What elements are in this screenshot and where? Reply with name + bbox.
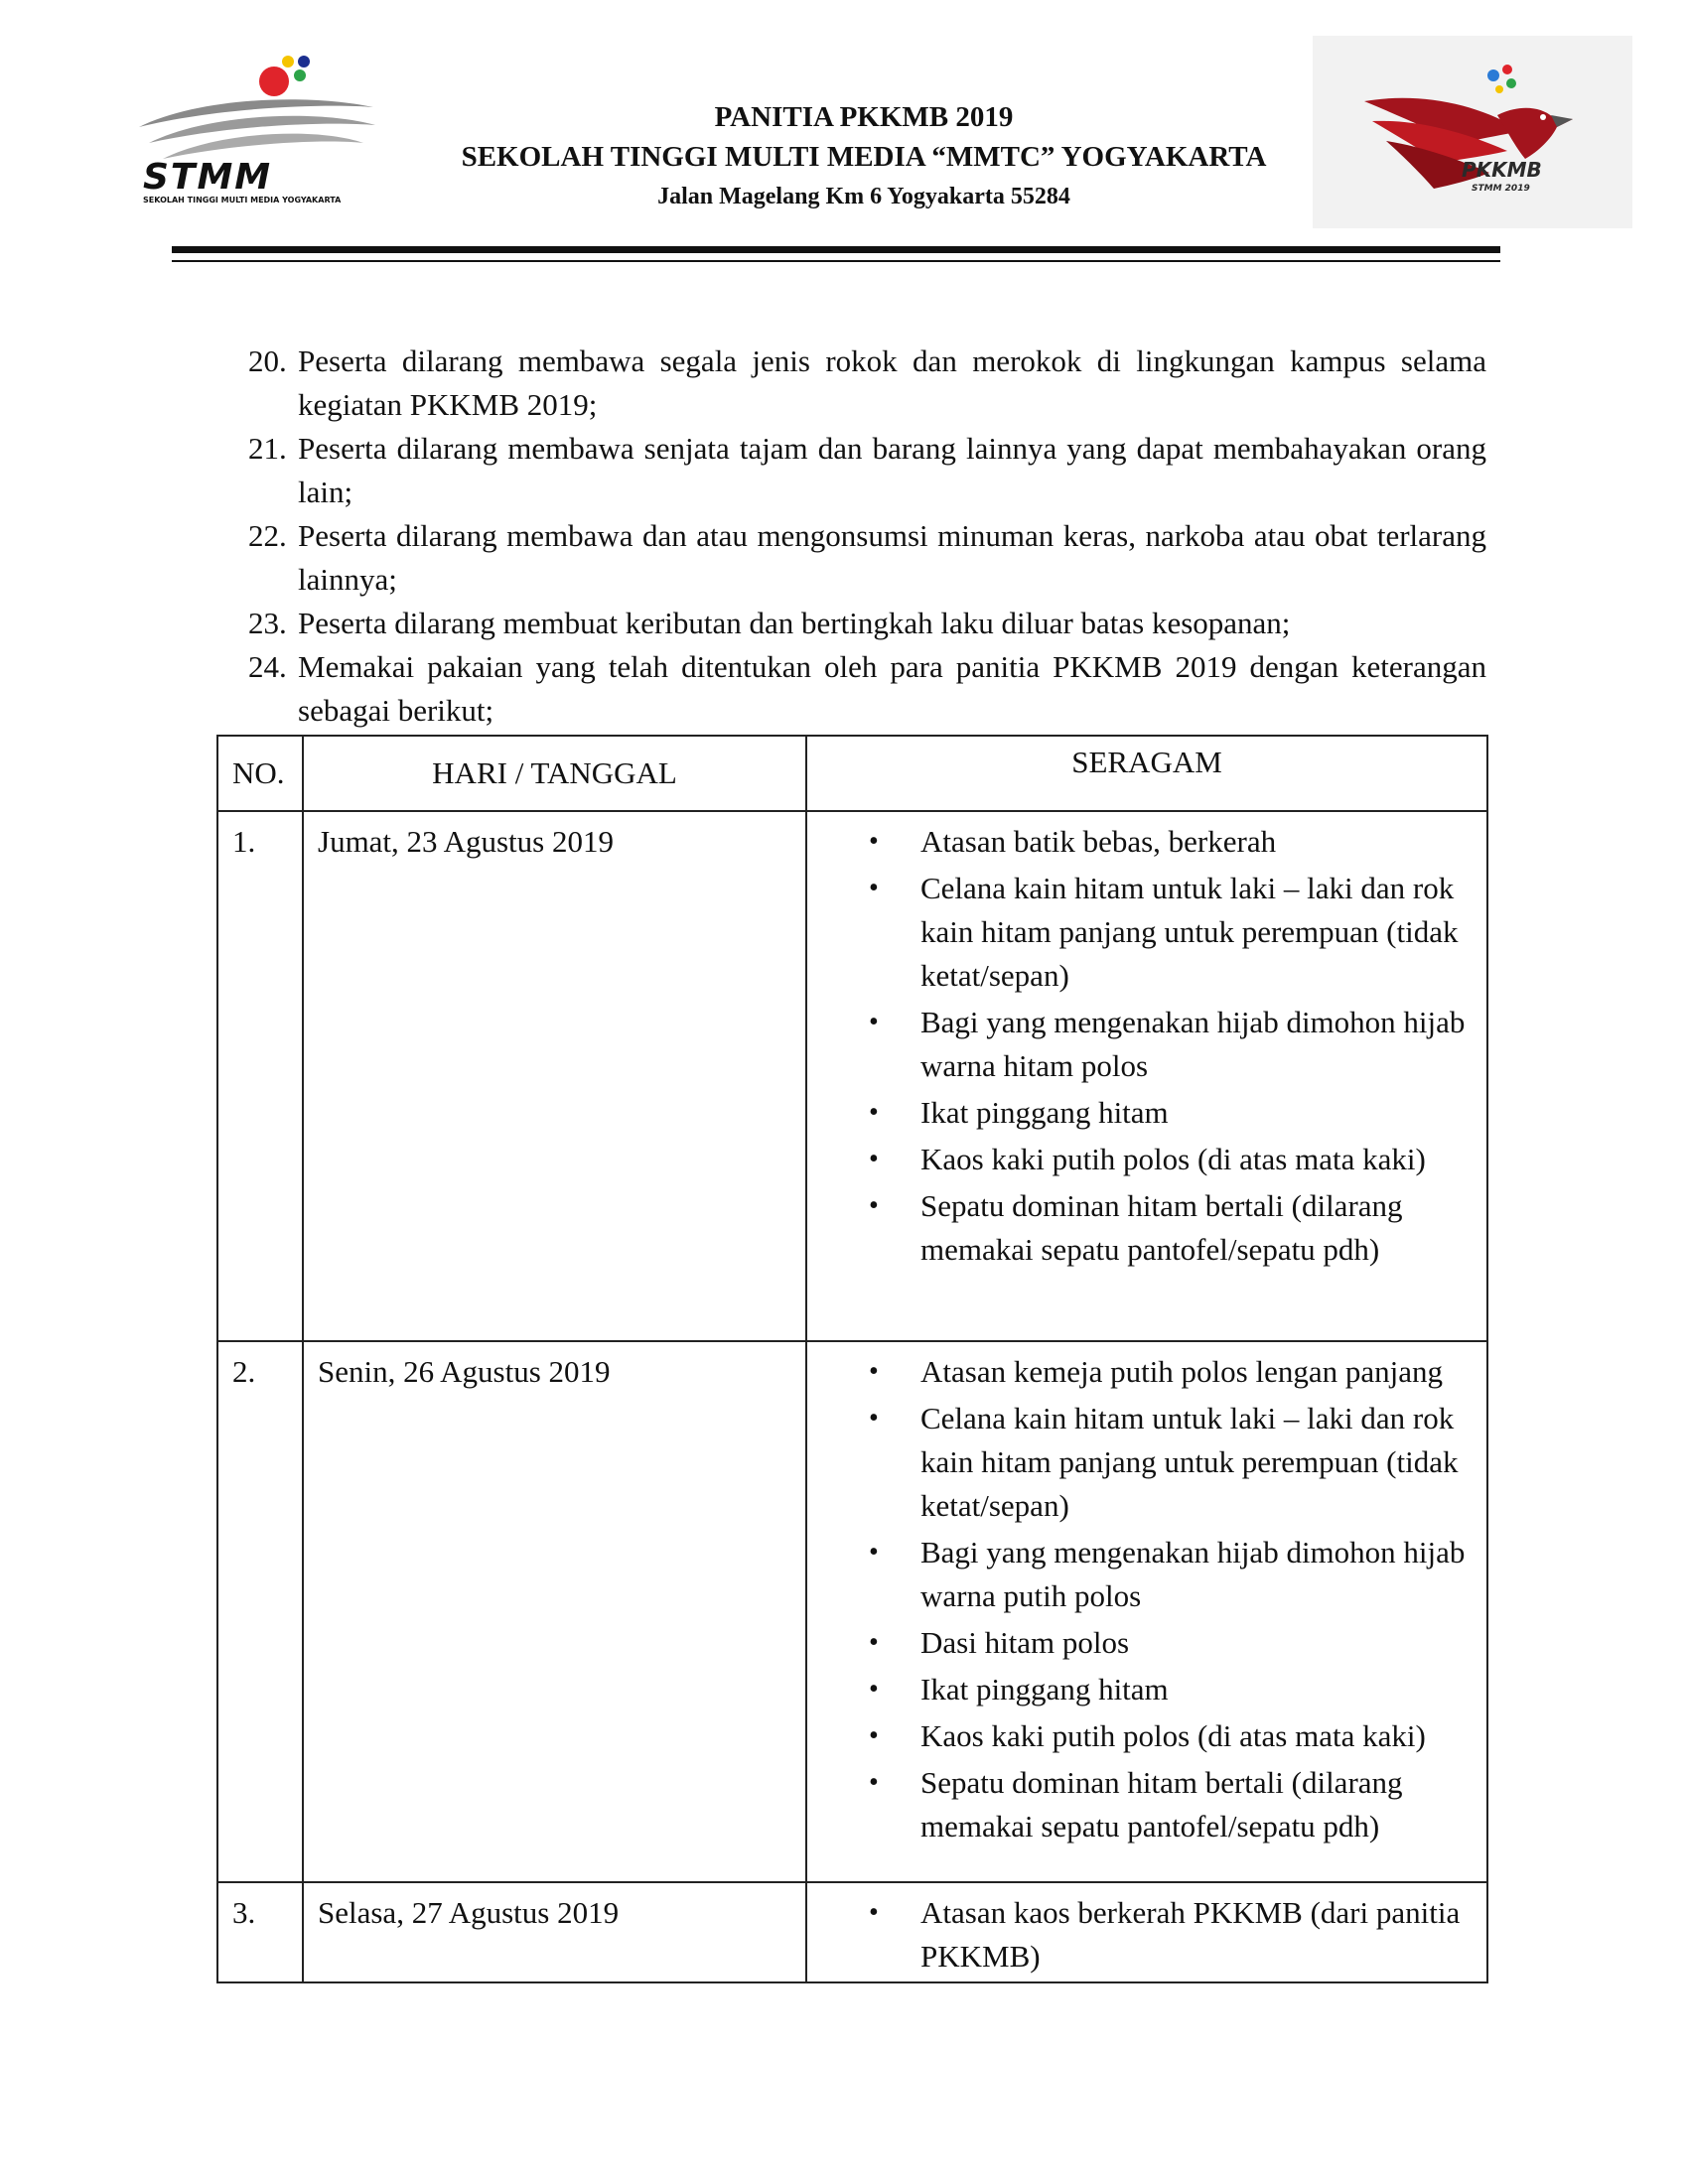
table-row <box>217 1882 1487 1982</box>
uniform-item: • Kaos kaki putih polos (di atas mata kaki) <box>807 1714 1471 1758</box>
rule-item <box>248 340 1486 427</box>
uniform-item: • Sepatu dominan hitam bertali (dilarang memakai sepatu pantofel/sepatu pdh) <box>807 1184 1471 1272</box>
rule-text: Peserta dilarang membuat keributan dan bertingkah laku diluar batas kesopanan; <box>298 606 1291 640</box>
stmm-logo <box>129 48 387 206</box>
uniform-list <box>807 820 1471 1272</box>
pkkmb-eagle-logo <box>1313 36 1632 228</box>
institution-name: SEKOLAH TINGGI MULTI MEDIA “MMTC” YOGYAKARTA <box>461 141 1267 173</box>
rule-item <box>248 514 1486 602</box>
uniform-schedule-table <box>216 735 1488 1983</box>
uniform-item: • Sepatu dominan hitam bertali (dilarang memakai sepatu pantofel/sepatu pdh) <box>807 1761 1471 1848</box>
rule-number: 20. <box>248 343 287 378</box>
rule-item <box>248 602 1486 645</box>
pkkmb-logo-frame <box>1313 36 1632 228</box>
uniform-item: • Celana kain hitam untuk laki – laki dan rok kain hitam panjang untuk perempuan (tidak ketat/sepan) <box>807 1397 1471 1528</box>
uniform-list <box>807 1350 1471 1848</box>
table-row <box>217 1341 1487 1882</box>
uniform-item: • Bagi yang mengenakan hijab dimohon hijab warna hitam polos <box>807 1001 1471 1088</box>
letterhead-rule-thin <box>172 260 1500 262</box>
institution-address: Jalan Magelang Km 6 Yogyakarta 55284 <box>657 184 1070 209</box>
uniform-item: • Atasan kaos berkerah PKKMB (dari panitia PKKMB) <box>807 1891 1471 1979</box>
row-number: 3. <box>217 1882 303 1982</box>
uniform-item: • Dasi hitam polos <box>807 1621 1471 1665</box>
row-number: 2. <box>217 1341 303 1882</box>
uniform-item: • Ikat pinggang hitam <box>807 1091 1471 1135</box>
uniform-list <box>807 1891 1471 1979</box>
rule-item <box>248 427 1486 514</box>
committee-name: PANITIA PKKMB 2019 <box>714 101 1014 133</box>
rule-text: Peserta dilarang membawa dan atau mengonsumsi minuman keras, narkoba atau obat terlarang lainnya; <box>298 518 1486 597</box>
letterhead-rule-thick <box>172 246 1500 253</box>
header-no: NO. <box>217 736 303 811</box>
uniform-item: • Kaos kaki putih polos (di atas mata kaki) <box>807 1138 1471 1181</box>
rule-number: 24. <box>248 649 287 684</box>
uniform-item: • Celana kain hitam untuk laki – laki dan rok kain hitam panjang untuk perempuan (tidak ketat/sepan) <box>807 867 1471 998</box>
row-uniform <box>806 1882 1487 1982</box>
uniform-item: • Atasan kemeja putih polos lengan panjang <box>807 1350 1471 1394</box>
rules-list <box>248 340 1486 733</box>
row-date: Jumat, 23 Agustus 2019 <box>303 811 806 1341</box>
rule-text: Peserta dilarang membawa senjata tajam dan barang lainnya yang dapat membahayakan orang lain; <box>298 431 1486 509</box>
uniform-item: • Atasan batik bebas, berkerah <box>807 820 1471 864</box>
row-uniform <box>806 811 1487 1341</box>
letterhead <box>417 97 1311 216</box>
stmm-logo-text: STMM <box>143 157 273 198</box>
rule-item <box>248 645 1486 733</box>
table-header-row <box>217 736 1487 811</box>
row-uniform <box>806 1341 1487 1882</box>
table-row <box>217 811 1487 1341</box>
rule-text: Memakai pakaian yang telah ditentukan oleh para panitia PKKMB 2019 dengan keterangan sebagai berikut; <box>298 649 1486 728</box>
header-uniform: SERAGAM <box>806 736 1487 811</box>
stmm-logo-subtext: SEKOLAH TINGGI MULTI MEDIA YOGYAKARTA <box>143 196 342 205</box>
header-date: HARI / TANGGAL <box>303 736 806 811</box>
row-date: Senin, 26 Agustus 2019 <box>303 1341 806 1882</box>
uniform-item: • Bagi yang mengenakan hijab dimohon hijab warna putih polos <box>807 1531 1471 1618</box>
row-number: 1. <box>217 811 303 1341</box>
rule-number: 21. <box>248 431 287 466</box>
rule-text: Peserta dilarang membawa segala jenis rokok dan merokok di lingkungan kampus selama kegiatan PKKMB 2019; <box>298 343 1486 422</box>
row-date: Selasa, 27 Agustus 2019 <box>303 1882 806 1982</box>
uniform-item: • Ikat pinggang hitam <box>807 1668 1471 1711</box>
pkkmb-logo-text: PKKMB <box>1462 158 1542 182</box>
rule-number: 23. <box>248 606 287 640</box>
pkkmb-logo-subtext: STMM 2019 <box>1472 184 1530 194</box>
rule-number: 22. <box>248 518 287 553</box>
